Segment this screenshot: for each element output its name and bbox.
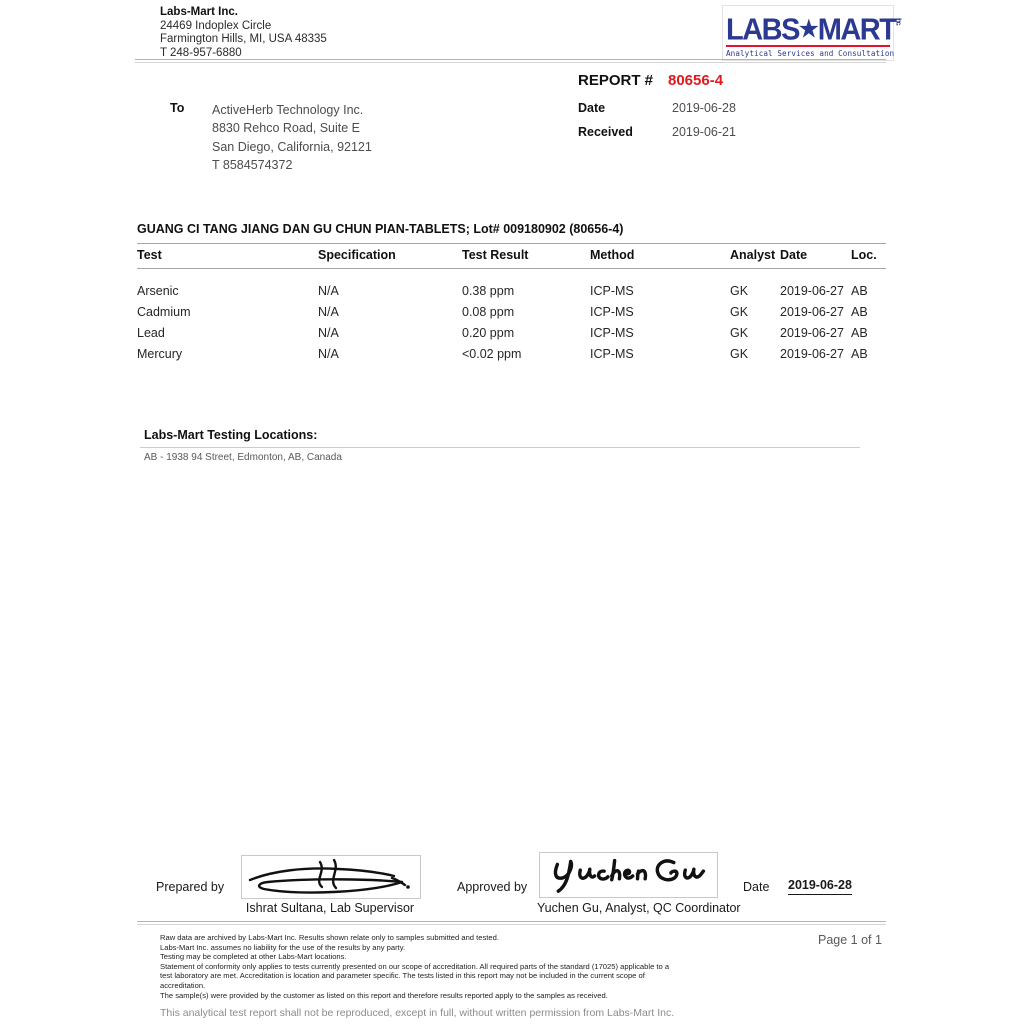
disclaimer-line: The sample(s) were provided by the customer as listed on this report and therefore results reported apply to the samples as received.	[160, 990, 608, 1000]
cell-analyst: GK	[730, 284, 749, 298]
cell-date: 2019-06-27	[780, 305, 844, 319]
cell-result: 0.08 ppm	[462, 305, 515, 319]
table-header-row	[137, 244, 886, 268]
column-header-method: Method	[590, 248, 635, 262]
column-header-analyst: Analyst	[730, 248, 776, 262]
company-name: Labs-Mart Inc.	[160, 6, 238, 18]
cell-test: Lead	[137, 326, 165, 340]
results-table	[137, 243, 886, 360]
cell-result: 0.20 ppm	[462, 326, 515, 340]
column-header-loc: Loc.	[851, 248, 877, 262]
recipient-line: San Diego, California, 92121	[212, 139, 372, 154]
approved-by-name: Yuchen Gu, Analyst, QC Coordinator	[537, 901, 741, 915]
prepared-by-label: Prepared by	[156, 880, 225, 894]
cell-analyst: GK	[730, 305, 749, 319]
cell-specification: N/A	[318, 284, 339, 298]
cell-date: 2019-06-27	[780, 326, 844, 340]
cell-analyst: GK	[730, 347, 749, 361]
approved-by-label: Approved by	[457, 880, 528, 894]
disclaimer-line: Statement of conformity only applies to tests currently presented on our scope of accreditation. All required parts of the standard (17025) applicable to a test laboratory are met. Accreditation is location and parameter specific. The tests listed in this report may not be included in the current scope of accreditation.	[160, 961, 670, 990]
signature-date-label: Date	[743, 880, 770, 894]
disclaimer-line: Testing may be completed at other Labs-Mart locations.	[160, 952, 347, 962]
logo-tagline: Analytical Services and Consultation	[726, 49, 895, 58]
report-number-value: 80656-4	[668, 72, 724, 89]
table-row	[137, 326, 886, 339]
cell-loc: AB	[851, 347, 868, 361]
table-row	[137, 305, 886, 318]
column-header-test-result: Test Result	[462, 248, 529, 262]
reproduction-notice: This analytical test report shall not be reproduced, except in full, without written permission from Labs-Mart Inc.	[160, 1007, 675, 1019]
recipient-line: T 8584574372	[212, 158, 293, 173]
approved-signature-box	[539, 852, 718, 898]
received-date-value: 2019-06-21	[672, 125, 736, 139]
disclaimer-line: Raw data are archived by Labs-Mart Inc. Results shown relate only to samples submitted and tested.	[160, 933, 499, 942]
logo-text-mart: MART	[817, 13, 896, 47]
header-divider-top	[135, 59, 886, 60]
star-icon: ★	[798, 15, 818, 42]
testing-locations-heading: Labs-Mart Testing Locations:	[144, 428, 318, 442]
recipient-address-block	[212, 101, 372, 175]
logo-inc-text: Inc.	[894, 17, 902, 25]
testing-location-item: AB - 1938 94 Street, Edmonton, AB, Canada	[144, 452, 342, 463]
prepared-by-name: Ishrat Sultana, Lab Supervisor	[245, 901, 415, 915]
report-date-value: 2019-06-28	[672, 101, 736, 115]
logo-text-labs: LABS	[726, 13, 799, 47]
cell-method: ICP-MS	[590, 305, 634, 319]
company-address-block	[160, 6, 327, 60]
table-header-rule	[137, 268, 886, 269]
logo-wordmark	[726, 8, 902, 46]
recipient-to-label: To	[170, 101, 185, 115]
labs-mart-logo	[722, 5, 902, 61]
cell-method: ICP-MS	[590, 326, 634, 340]
cell-test: Cadmium	[137, 305, 191, 319]
cell-specification: N/A	[318, 347, 339, 361]
cell-method: ICP-MS	[590, 284, 634, 298]
recipient-line: 8830 Rehco Road, Suite E	[212, 121, 361, 136]
cell-test: Mercury	[137, 347, 183, 361]
table-row	[137, 347, 886, 360]
column-header-date: Date	[780, 248, 808, 262]
column-header-test: Test	[137, 248, 162, 262]
cell-date: 2019-06-27	[780, 284, 844, 298]
signature-date-value: 2019-06-28	[788, 878, 852, 895]
page-number: Page 1 of 1	[818, 933, 882, 947]
report-number-label: REPORT #	[578, 72, 654, 89]
disclaimer-line: Labs-Mart Inc. assumes no liability for the use of the results by any party.	[160, 942, 406, 952]
footer-disclaimer	[160, 933, 682, 1000]
approved-signature-image	[540, 853, 715, 895]
column-header-specification: Specification	[318, 248, 396, 262]
cell-loc: AB	[851, 326, 868, 340]
cell-test: Arsenic	[137, 284, 179, 298]
sample-title: GUANG CI TANG JIANG DAN GU CHUN PIAN-TABLETS; Lot# 009180902 (80656-4)	[137, 222, 624, 236]
prepared-signature-box	[241, 855, 421, 899]
company-address-line1: 24469 Indoplex Circle	[160, 19, 272, 32]
cell-method: ICP-MS	[590, 347, 634, 361]
testing-locations-rule	[140, 447, 860, 448]
cell-loc: AB	[851, 284, 868, 298]
table-row	[137, 284, 886, 297]
company-phone: T 248-957-6880	[160, 46, 242, 59]
cell-analyst: GK	[730, 326, 749, 340]
received-date-label: Received	[578, 125, 633, 139]
header-divider-bottom	[135, 62, 886, 63]
cell-result: <0.02 ppm	[462, 347, 522, 361]
footer-divider-bottom	[137, 924, 886, 925]
footer-divider-top	[137, 921, 886, 922]
prepared-signature-image	[242, 856, 418, 896]
cell-specification: N/A	[318, 305, 339, 319]
cell-date: 2019-06-27	[780, 347, 844, 361]
cell-loc: AB	[851, 305, 868, 319]
recipient-line: ActiveHerb Technology Inc.	[212, 103, 364, 117]
company-address-line2: Farmington Hills, MI, USA 48335	[160, 33, 327, 45]
report-date-label: Date	[578, 101, 606, 115]
cell-result: 0.38 ppm	[462, 284, 515, 298]
cell-specification: N/A	[318, 326, 339, 340]
